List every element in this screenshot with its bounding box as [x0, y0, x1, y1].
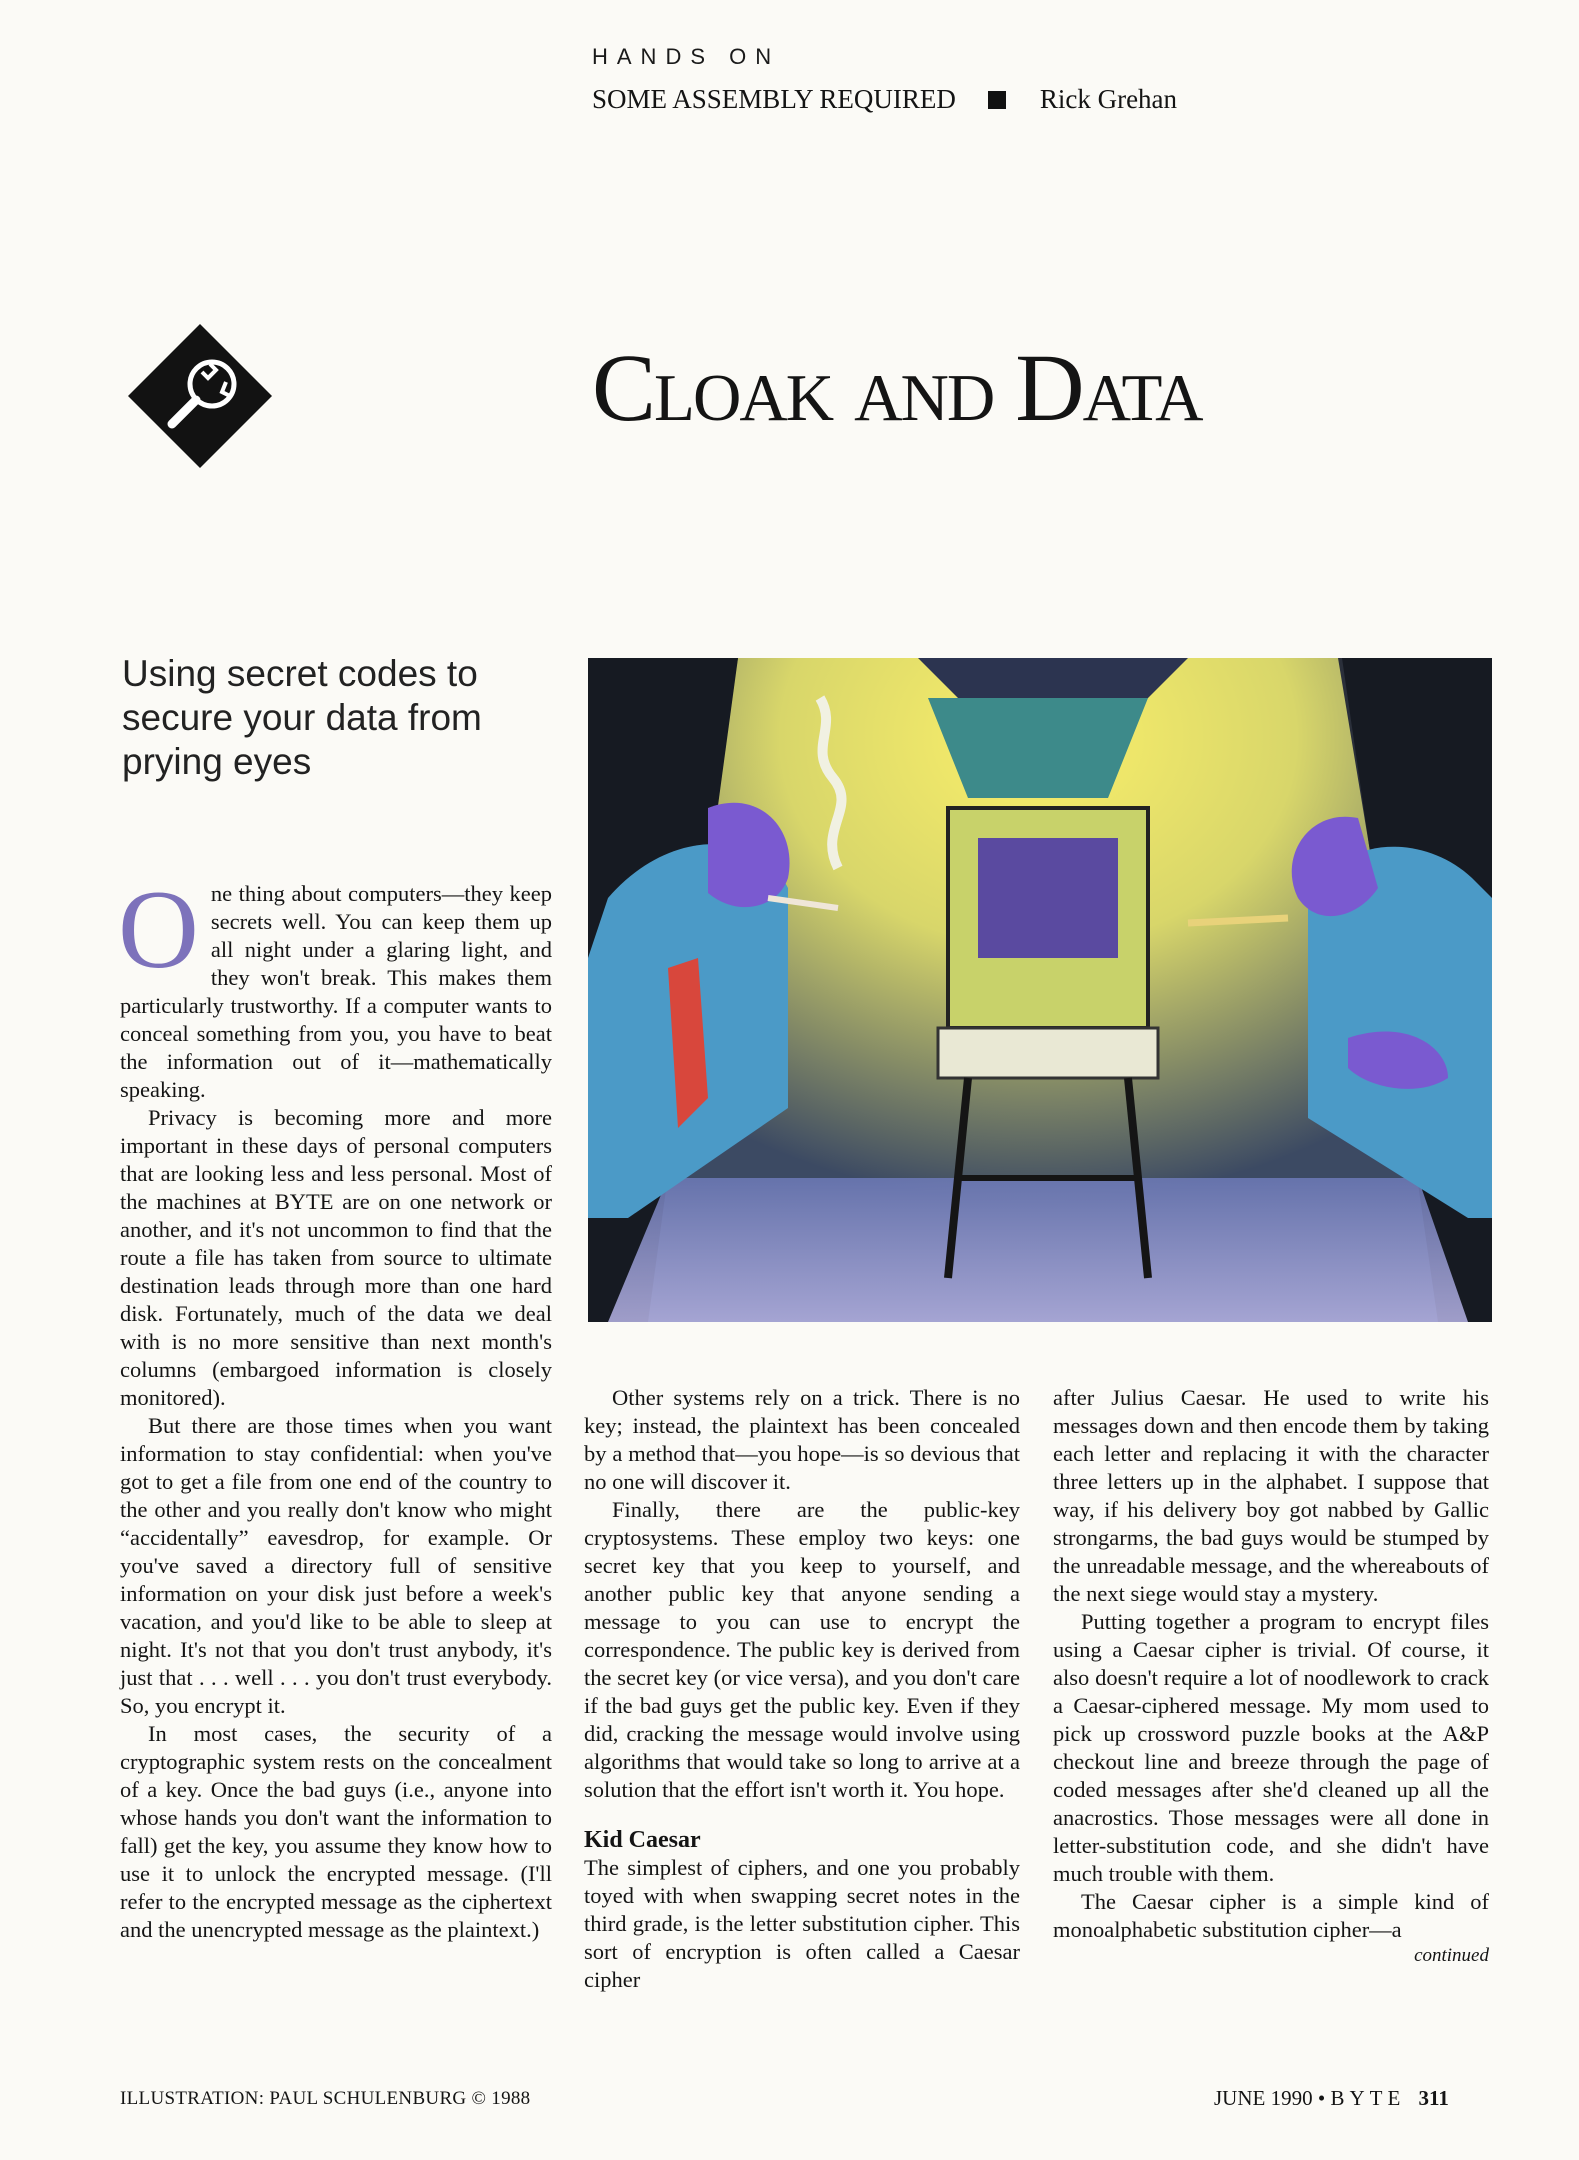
paragraph: Finally, there are the public-key cryptosystems. These employ two keys: one secret key that you keep to yourself, and another public key that anyone sending a message to you can use to encrypt the correspondence. The public key is derived from the secret key (or vice versa), and you don't care if the bad guys get the public key. Even if they did, cracking the message would involve using algorithms that would take so long to arrive at a solution that the effort isn't worth it. You hope.: [584, 1497, 1020, 1802]
paragraph: But there are those times when you want information to stay confidential: when you've got to get a file from one end of the country to the other and you really don't know who might “accidentally” eavesdrop, for example. Or you've saved a directory full of sensitive information on your disk just before a week's vacation, and you'd like to be able to sleep at night. It's not that you don't trust anybody, it's just that . . . well . . . you don't trust everybody. So, you encrypt it.: [120, 1413, 552, 1718]
paragraph: Other systems rely on a trick. There is no key; instead, the plaintext has been concealed by a method that—you hope—is so devious that no one will discover it.: [584, 1385, 1020, 1494]
author-name: Rick Grehan: [1039, 84, 1178, 114]
section-heading: Kid Caesar: [584, 1827, 701, 1853]
paragraph: The simplest of ciphers, and one you probably toyed with when swapping secret notes in the third grade, is the letter substitution cipher. This sort of encryption is often called a Caesar cipher: [584, 1855, 1020, 1992]
column-name: SOME ASSEMBLY REQUIRED: [592, 84, 956, 114]
column-heading: [592, 84, 1177, 115]
continued-note: continued: [1414, 1945, 1489, 1966]
paragraph: The Caesar cipher is a simple kind of monoalphabetic substitution cipher—a: [1053, 1889, 1489, 1942]
magazine-name: BYTE: [1330, 2086, 1406, 2110]
illustration-credit: ILLUSTRATION: PAUL SCHULENBURG © 1988: [120, 2088, 531, 2109]
folio: JUNE 1990 • BYTE 311: [1214, 2086, 1449, 2110]
drop-cap: O: [118, 868, 199, 992]
body-column-2: [584, 1384, 1020, 1994]
paragraph: after Julius Caesar. He used to write his messages down and then encode them by taking each letter and replacing it with the character three letters up in the alphabet. I suppose that way, if his delivery boy got nabbed by Gallic strongarms, the bad guys would be stumped by the unreadable message, and the whereabouts of the next siege would stay a mystery.: [1053, 1385, 1489, 1606]
page-number: 311: [1418, 2086, 1449, 2110]
interrogation-computer-illustration: [588, 658, 1492, 1322]
article-subtitle: Using secret codes to secure your data from prying eyes: [122, 653, 482, 782]
issue-date: JUNE 1990: [1214, 2086, 1313, 2110]
paragraph: In most cases, the security of a cryptographic system rests on the concealment of a key. Once the bad guys (i.e., anyone into whose hands you don't want the information to fall) get the key, you assume they know how to use it to unlock the encrypted message. (I'll refer to the encrypted message as the ciphertext and the unencrypted message as the plaintext.): [120, 1721, 552, 1942]
square-bullet-icon: [988, 91, 1006, 109]
paragraph-text: ne thing about computers—they keep secrets well. You can keep them up all night under a glaring light, and they won't break. This makes them particularly trustworthy. If a computer wants to conceal something from you, you have to beat the information out of it—mathematically speaking.: [120, 881, 552, 1102]
paragraph: [118, 868, 552, 1104]
paragraph: Privacy is becoming more and more important in these days of personal computers that are looking less and less personal. Most of the machines at BYTE are on one network or another, and it's not uncommon to find that the route a file has taken from source to ultimate destination leads through more than one hard disk. Fortunately, much of the data we deal with is no more sensitive than next month's columns (embargoed information is closely monitored).: [120, 1105, 552, 1410]
body-column-1: [118, 868, 552, 1944]
section-label: HANDS ON: [592, 44, 781, 69]
body-column-3: [1053, 1384, 1489, 1968]
paragraph: Putting together a program to encrypt files using a Caesar cipher is trivial. Of course, it also doesn't require a lot of noodlework to crack a Caesar-ciphered message. My mom used to pick up crossword puzzle books at the A&P checkout line and breeze through the page of coded messages after she'd cleaned up all the anacrostics. Those messages were all done in letter-substitution code, and she didn't have much trouble with them.: [1053, 1609, 1489, 1886]
article-title: Cloak and Data: [592, 334, 1202, 441]
wrench-magnifier-diamond-icon: [126, 322, 274, 470]
